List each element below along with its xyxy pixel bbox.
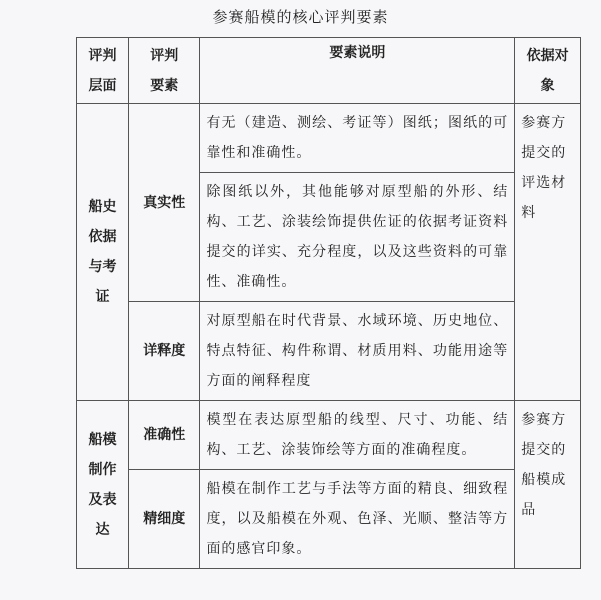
header-basis: 依据对 象 (515, 38, 581, 104)
factor-detail: 详释度 (129, 302, 200, 401)
table-row (77, 302, 581, 401)
header-level: 评判 层面 (77, 38, 129, 104)
level-model-making: 船模 制作 及表 达 (77, 401, 129, 569)
factor-authenticity: 真实性 (129, 104, 200, 302)
desc-authenticity-drawings: 有无（建造、测绘、考证等）图纸；图纸的可靠性和准确性。 (200, 104, 515, 173)
desc-detail: 对原型船在时代背景、水域环境、历史地位、特点特征、构件称谓、材质用料、功能用途等方面的阐释程度 (200, 302, 515, 401)
basis-models: 参赛方提交的船模成品 (515, 401, 581, 569)
factor-fineness: 精细度 (129, 470, 200, 569)
header-description: 要素说明 (200, 38, 515, 104)
table-row (77, 470, 581, 569)
header-row (77, 38, 581, 104)
table-row (77, 401, 581, 470)
level-ship-history: 船史 依据 与考 证 (77, 104, 129, 401)
header-factor: 评判 要素 (129, 38, 200, 104)
table-row (77, 104, 581, 173)
desc-fineness: 船模在制作工艺与手法等方面的精良、细致程度，以及船模在外观、色泽、光顺、整洁等方面的感官印象。 (200, 470, 515, 569)
table-title: 参赛船模的核心评判要素 (212, 8, 389, 26)
factor-accuracy: 准确性 (129, 401, 200, 470)
criteria-table (76, 37, 581, 569)
desc-accuracy: 模型在表达原型船的线型、尺寸、功能、结构、工艺、涂装饰绘等方面的准确程度。 (200, 401, 515, 470)
basis-materials: 参赛方提交的评选材料 (515, 104, 581, 401)
desc-authenticity-evidence: 除图纸以外，其他能够对原型船的外形、结构、工艺、涂装绘饰提供佐证的依据考证资料提交的详实、充分程度，以及这些资料的可靠性、准确性。 (200, 173, 515, 302)
